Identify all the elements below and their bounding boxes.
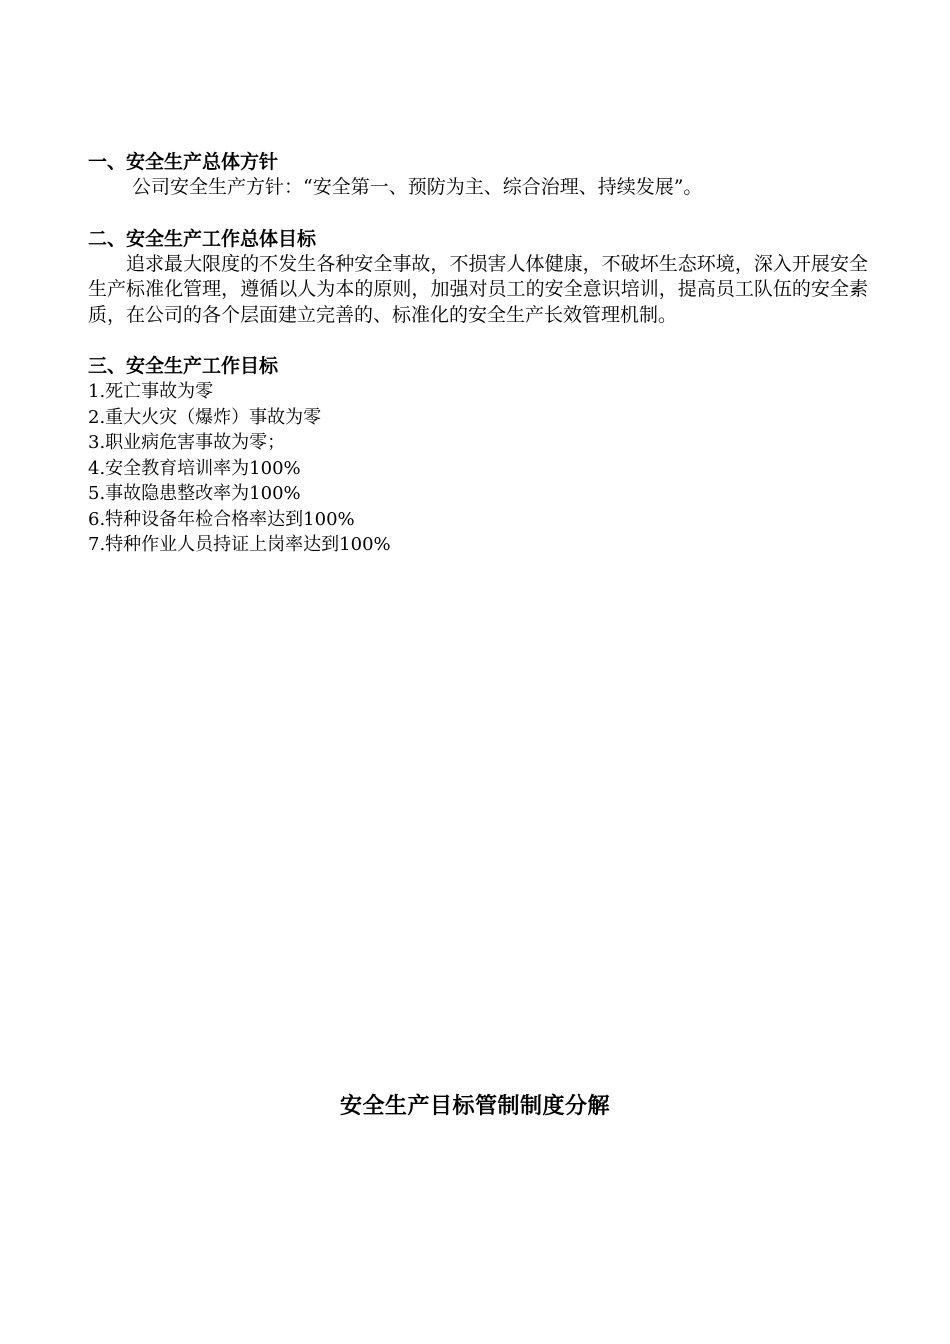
list-item: 1.死亡事故为零	[88, 381, 214, 402]
section-heading: 一、安全生产总体方针	[88, 151, 279, 173]
section-policy	[88, 150, 868, 201]
section-paragraph: 公司安全生产方针：“安全第一、预防为主、综合治理、持续发展”。	[132, 176, 703, 198]
list-item: 4.安全教育培训率为100%	[88, 457, 301, 479]
list-item: 6.特种设备年检合格率达到100%	[88, 508, 355, 530]
document-body	[88, 150, 868, 558]
section-heading: 二、安全生产工作总体目标	[88, 227, 317, 250]
list-item: 5.事故隐患整改率为100%	[88, 483, 301, 504]
list-item: 3.职业病危害事故为零；	[88, 432, 286, 453]
section-heading: 三、安全生产工作目标	[88, 355, 279, 377]
goal-list	[88, 379, 868, 558]
document-title: 安全生产目标管制制度分解	[339, 1094, 610, 1119]
section-overall-goal	[88, 227, 868, 329]
section-paragraph: 追求最大限度的不发生各种安全事故，不损害人体健康，不破坏生态环境，深入开展安全生产标准化管理，遵循以人为本的原则，加强对员工的安全意识培训，提高员工队伍的安全素质，在公司的各个层面建立完善的、标准化的安全生产长效管理机制。	[88, 252, 868, 326]
list-item: 7.特种作业人员持证上岗率达到100%	[88, 534, 391, 555]
section-work-goals	[88, 354, 868, 558]
list-item: 2.重大火灾（爆炸）事故为零	[88, 406, 322, 428]
